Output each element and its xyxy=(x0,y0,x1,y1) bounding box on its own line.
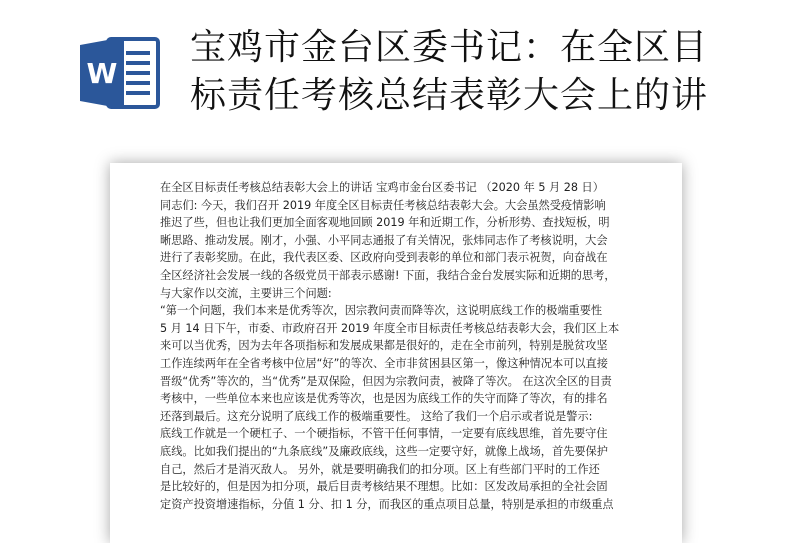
document-line: 底线工作就是一个硬杠子、一个硬指标，不管干任何事情，一定要有底线思维，首先要守住 xyxy=(160,427,608,441)
document-line: 定资产投资增速指标，分值 1 分、扣 1 分，而我区的重点项目总量，特别是承担的市级重点 xyxy=(160,497,614,511)
document-line: 同志们: 今天，我们召开 2019 年度全区目标责任考核总结表彰大会。大会虽然受疫情影响 xyxy=(160,198,606,212)
document-line: 推迟了些，但也让我们更加全面客观地回顾 2019 年和近期工作，分析形势、查找短板，明 xyxy=(160,216,610,230)
page-header xyxy=(0,0,800,140)
title-line-2: 标责任考核总结表彰大会上的讲 xyxy=(190,75,709,116)
document-line: 在全区目标责任考核总结表彰大会上的讲话 宝鸡市金台区委书记 （2020 年 5 月 28 日） xyxy=(160,181,604,194)
word-icon-letter: W xyxy=(86,57,118,90)
document-line: “第一个问题，我们本来是优秀等次，因宗教问责而降等次，这说明底线工作的极端重要性 xyxy=(160,304,603,318)
document-line: 来可以当优秀，因为去年各项指标和发展成果都是很好的，走在全市前列，特别是脱贫攻坚 xyxy=(160,339,608,353)
document-line: 晋级“优秀”等次的，当“优秀”是双保险，但因为宗教问责，被降了等次。 在这次全区的目责 xyxy=(160,374,612,388)
document-line: 自己，然后才是消灭敌人。 另外，就是要明确我们的扣分项。区上有些部门平时的工作还 xyxy=(160,462,600,476)
document-line: 还落到最后。这充分说明了底线工作的极端重要性。 这给了我们一个启示或者说是警示: xyxy=(160,409,593,423)
document-line: 进行了表彰奖励。在此，我代表区委、区政府向受到表彰的单位和部门表示祝贺，向奋战在 xyxy=(160,251,608,265)
document-page xyxy=(110,163,682,543)
document-line: 全区经济社会发展一线的各级党员干部表示感谢! 下面，我结合金台发展实际和近期的思考， xyxy=(160,268,616,282)
document-line: 5 月 14 日下午，市委、市政府召开 2019 年度全市目标责任考核总结表彰大会，我们区上本 xyxy=(160,321,620,335)
document-line: 底线。比如我们提出的“九条底线”及廉政底线，这些一定要守好，就像上战场，首先要保护 xyxy=(160,444,608,458)
title-line-1: 宝鸡市金台区委书记：在全区目 xyxy=(190,27,709,68)
document-line: 是比较好的，但是因为扣分项，最后目责考核结果不理想。比如：区发改局承担的全社会固 xyxy=(160,480,608,494)
document-line: 工作连续两年在全省考核中位居“好”的等次、全市非贫困县区第一，像这种情况本可以直接 xyxy=(160,356,608,370)
page-title xyxy=(190,24,790,120)
document-line: 与大家作以交流，主要讲三个问题: xyxy=(160,286,332,300)
document-body xyxy=(160,179,642,513)
word-document-icon xyxy=(78,33,164,113)
document-line: 考核中，一些单位本来也应该是优秀等次，也是因为底线工作的失守而降了等次，有的排名 xyxy=(160,392,608,406)
document-line: 晰思路、推动发展。刚才，小强、小平同志通报了有关情况，张炜同志作了考核说明，大会 xyxy=(160,233,608,247)
